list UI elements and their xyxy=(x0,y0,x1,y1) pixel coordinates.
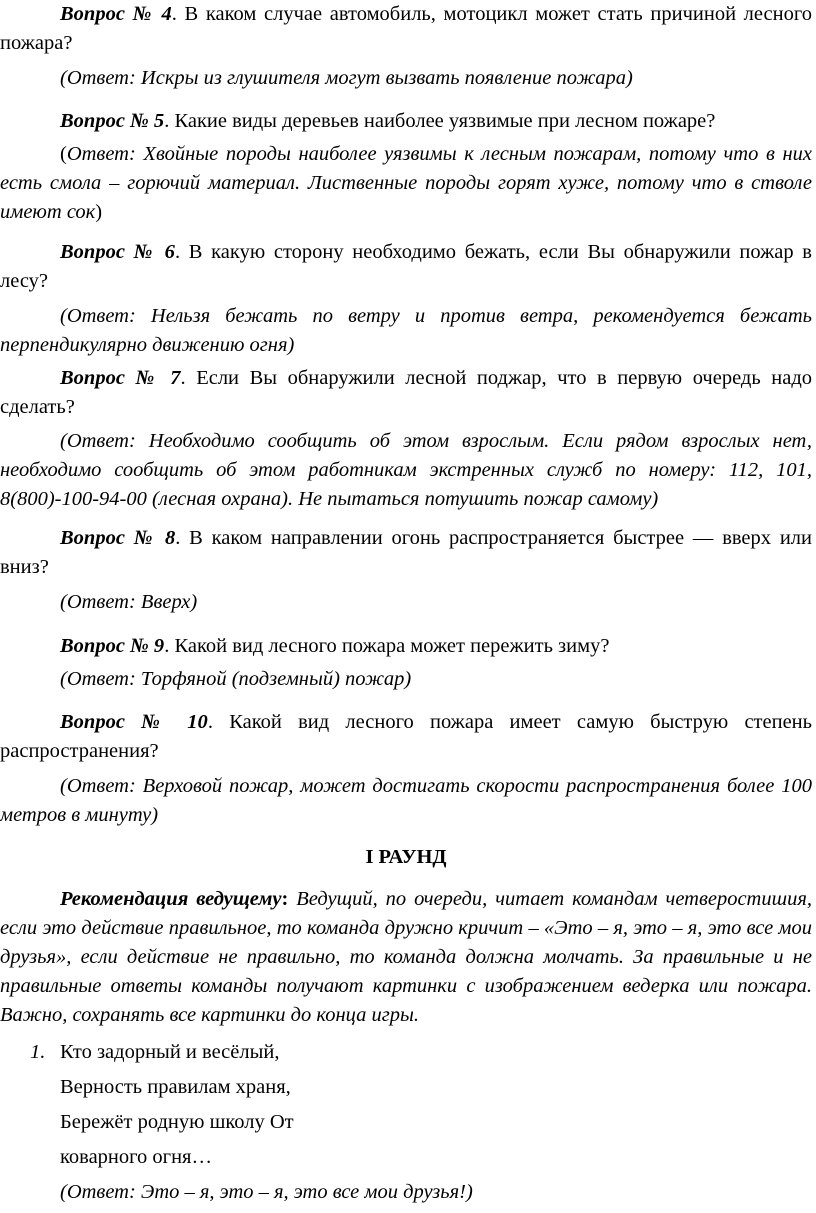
question-9 xyxy=(0,632,812,661)
question-label: Вопрос № 4 xyxy=(60,3,172,25)
question-label: Вопрос № 7 xyxy=(60,367,181,389)
verse-block xyxy=(30,1038,810,1213)
answer-5 xyxy=(0,140,812,227)
question-10 xyxy=(0,708,812,766)
answer-text: (Ответ: Нельзя бежать по ветру и против ветра, рекомендуется бежать перпендикулярно движению огня) xyxy=(0,305,812,356)
question-7 xyxy=(0,364,812,422)
answer-8 xyxy=(0,588,812,617)
question-text: Вопрос № 5. Какие виды деревьев наиболее уязвимые при лесном пожаре? xyxy=(60,110,716,132)
answer-text: (Ответ: Хвойные породы наиболее уязвимы к лесным пожарам, потому что в них есть смола – горючий материал. Лиственные породы горят хуже, потому что в стволе имеют сок) xyxy=(0,143,812,223)
question-4 xyxy=(0,0,812,58)
question-5 xyxy=(0,107,812,136)
question-label: Вопрос № 10 xyxy=(60,711,208,733)
question-text: Вопрос № 10. Какой вид лесного пожара имеет самую быструю степень распространения? xyxy=(0,711,812,762)
verse-line: Кто задорный и весёлый, xyxy=(60,1041,280,1063)
round-heading xyxy=(0,843,812,872)
verse-answer: (Ответ: Это – я, это – я, это все мои друзья!) xyxy=(60,1181,473,1203)
answer-7 xyxy=(0,427,812,514)
answer-text: (Ответ: Торфяной (подземный) пожар) xyxy=(60,668,412,690)
round-title: I РАУНД xyxy=(365,846,447,868)
verse-line: Верность правилам храня, xyxy=(60,1076,291,1098)
question-text: Вопрос № 9. Какой вид лесного пожара может пережить зиму? xyxy=(60,635,610,657)
answer-4 xyxy=(0,64,812,93)
question-text: Вопрос № 6. В какую сторону необходимо бежать, если Вы обнаружили пожар в лесу? xyxy=(0,241,812,292)
answer-10 xyxy=(0,772,812,830)
verse-1 xyxy=(30,1038,810,1213)
verse-line: коварного огня… xyxy=(60,1146,212,1168)
question-text: Вопрос № 7. Если Вы обнаружили лесной поджар, что в первую очередь надо сделать? xyxy=(0,367,812,418)
answer-text: (Ответ: Искры из глушителя могут вызвать появление пожара) xyxy=(60,67,633,89)
verse-line: Бережёт родную школу От xyxy=(60,1111,294,1133)
question-label: Вопрос № 5 xyxy=(60,110,165,132)
answer-text: (Ответ: Вверх) xyxy=(60,591,198,613)
question-label: Вопрос № 8 xyxy=(60,527,176,549)
host-recommendation xyxy=(0,885,812,1030)
question-text: Вопрос № 8. В каком направлении огонь распространяется быстрее — вверх или вниз? xyxy=(0,527,812,578)
recommendation-label: Рекомендация ведущему xyxy=(60,888,282,910)
answer-6 xyxy=(0,302,812,360)
question-8 xyxy=(0,524,812,582)
answer-text: (Ответ: Верховой пожар, может достигать скорости распространения более 100 метров в минуту) xyxy=(0,775,812,826)
question-6 xyxy=(0,238,812,296)
question-text: Вопрос № 4. В каком случае автомобиль, мотоцикл может стать причиной лесного пожара? xyxy=(0,3,812,54)
answer-9 xyxy=(0,665,812,694)
question-label: Вопрос № 6 xyxy=(60,241,175,263)
recommendation-text: Рекомендация ведущему: Ведущий, по очереди, читает командам четверостишия, если это действие правильное, то команда дружно кричит – «Это – я, это – я, это все мои друзья», если действие не правильно, то команда должна молчать. За правильные и не правильные ответы команды получают картинки с изображением ведерка или пожара. Важно, сохранять все картинки до конца игры. xyxy=(0,888,812,1026)
answer-text: (Ответ: Необходимо сообщить об этом взрослым. Если рядом взрослых нет, необходимо сообщить об этом работникам экстренных служб по номеру: 112, 101, 8(800)-100-94-00 (лесная охрана). Не пытаться потушить пожар самому) xyxy=(0,430,812,510)
question-label: Вопрос № 9 xyxy=(60,635,165,657)
verse-number: 1. xyxy=(30,1041,46,1063)
